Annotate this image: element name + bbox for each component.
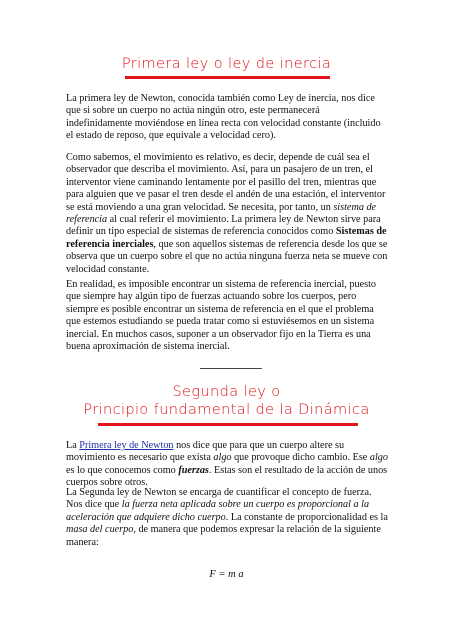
paragraph-5-text: La Segunda ley de Newton se encarga de cuantificar el concepto de fuerza. Nos dice que [66,487,372,511]
section-title-primera-ley: Primera ley o ley de inercia [121,56,332,72]
paragraph-2 [66,152,388,276]
paragraph-2-text: al cual referir el movimiento. La primera ley de Newton sirve para definir un tipo especial de sistemas de referencia conocidos como [66,214,381,238]
emphasis-masa: masa del cuerpo [66,524,134,536]
title-underline [98,423,358,426]
paragraph-4-text: . Estas son el resultado de la acción de unos cuerpos sobre otros. [66,464,388,489]
bold-fuerzas: fuerzas [178,464,209,476]
section-title-segunda-ley-line2: Principio fundamental de la Dinámica [83,402,370,418]
paragraph-1: La primera ley de Newton, conocida también como Ley de inercia, nos dice que si sobre un cuerpo no actúa ningún otro, este permanecerá indefinidamente moviéndose en línea recta con velocidad constante (incluido el estado de reposo, que equivale a velocidad cero). [66,93,381,142]
paragraph-4 [66,440,388,490]
paragraph-2-text: , que son aquellos sistemas de referencia desde los que se observa que un cuerpo sobre el que no actúa ninguna fuerza neta se mueve con velocidad constante. [66,238,388,275]
section-title-segunda-ley-line1: Segunda ley o [172,384,281,400]
formula-f-ma: F = m a [209,569,244,580]
title-underline [125,76,330,79]
paragraph-3: En realidad, es imposible encontrar un sistema de referencia inercial, puesto que siempre hay algún tipo de fuerzas actuando sobre los cuerpos, pero siempre es posible encontrar un sistema de referencia en el que el problema que estemos estudiando se pueda tratar como si estuviésemos en un sistema inercial. En muchos casos, suponer a un observador fijo en la Tierra es una buena aproximación de sistema inercial. [66,279,377,353]
link-primera-ley[interactable]: Primera ley de Newton [79,440,174,451]
emphasis-sistema-referencia: sistema de referencia [66,201,377,226]
paragraph-4-text: La [66,440,80,451]
section-separator [200,368,262,369]
emphasis-algo: algo [213,452,232,464]
emphasis-fuerza-neta: la fuerza neta aplicada sobre un cuerpo es proporcional a la aceleración que adquiere dicho cuerpo [66,499,370,523]
bold-sistemas-inerciales: Sistemas de referencia inerciales [66,226,387,250]
paragraph-4-text: es lo que conocemos como [66,464,179,476]
paragraph-4-text: nos dice que para que un cuerpo altere su movimiento es necesario que exista [66,440,345,464]
emphasis-algo: algo [369,452,388,464]
paragraph-4-text: que provoque dicho cambio. Ese [231,452,370,464]
paragraph-2-text: Como sabemos, el movimiento es relativo, es decir, depende de cuál sea el observador que describa el movimiento. Así, para un pasajero de un tren, el interventor viene caminando lentamente por el pasillo del tren, mientras que para alguien que ve pasar el tren desde el andén de una estación, el interventor se está moviendo a una gran velocidad. Se necesita, por tanto, un [66,152,386,213]
paragraph-5-text: , de manera que podemos expresar la relación de la siguiente manera: [66,524,381,548]
paragraph-5 [66,487,388,549]
paragraph-5-text: . La constante de proporcionalidad es la [225,511,388,523]
